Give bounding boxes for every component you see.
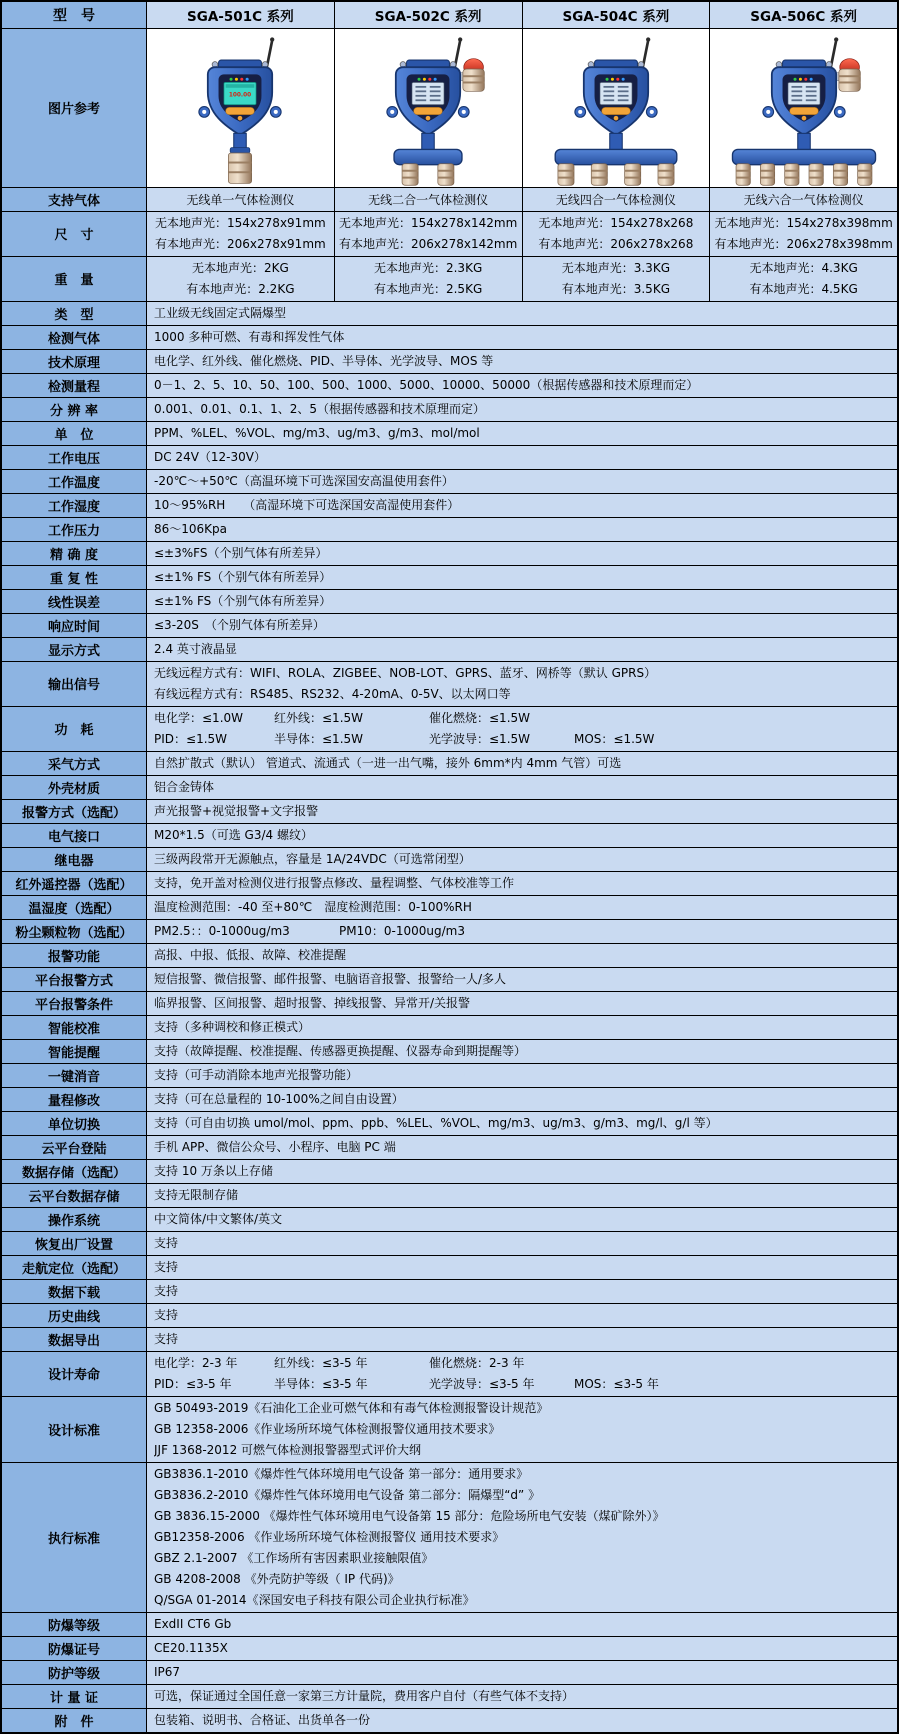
spec-value — [147, 1637, 897, 1660]
image-reference-row — [2, 29, 897, 188]
weight-line: 有本地声光：4.5KG — [749, 281, 858, 296]
spec-value — [147, 1256, 897, 1279]
spec-value — [147, 1064, 897, 1087]
support-cells — [147, 188, 897, 211]
device-image-cells — [147, 29, 897, 187]
spec-row — [2, 1160, 897, 1184]
spec-value — [147, 398, 897, 421]
weight-line: 无本地声光：4.3KG — [749, 260, 858, 275]
spec-row — [2, 326, 897, 350]
size-line: 有本地声光：206x278x398mm — [714, 236, 893, 251]
spec-line: 2.4 英寸液晶显 — [154, 641, 237, 656]
spec-row — [2, 1463, 897, 1613]
row-label: 防护等级 — [2, 1661, 147, 1684]
spec-value — [147, 1280, 897, 1303]
weight-value — [147, 257, 335, 301]
row-label: 红外遥控器（选配） — [2, 872, 147, 895]
spec-value — [147, 1463, 897, 1612]
spec-line: 支持（多种调校和修正模式） — [154, 1019, 311, 1034]
spec-line: GB3836.2-2010《爆炸性气体环境用电气设备 第二部分：隔爆型“d” 》 — [154, 1487, 541, 1502]
size-value — [710, 212, 897, 256]
size-line: 有本地声光：206x278x268 — [538, 236, 694, 251]
spec-row — [2, 374, 897, 398]
spec-segment: 半导体：≤3-5 年 — [274, 1376, 368, 1391]
spec-value — [147, 1016, 897, 1039]
spec-line: 支持 — [154, 1331, 179, 1346]
row-label: 重 复 性 — [2, 566, 147, 589]
spec-row — [2, 1256, 897, 1280]
spec-segment: PID：≤1.5W — [154, 731, 228, 746]
spec-row — [2, 1661, 897, 1685]
spec-value — [147, 1184, 897, 1207]
weight-row — [2, 257, 897, 302]
spec-value — [147, 1304, 897, 1327]
size-line: 有本地声光：206x278x91mm — [155, 236, 326, 251]
spec-value — [147, 944, 897, 967]
spec-row — [2, 1685, 897, 1709]
spec-row — [2, 1040, 897, 1064]
gas-detector-illustration — [149, 35, 331, 187]
row-label: 平台报警方式 — [2, 968, 147, 991]
spec-row — [2, 1136, 897, 1160]
spec-row — [2, 1208, 897, 1232]
spec-row — [2, 1184, 897, 1208]
spec-value — [147, 614, 897, 637]
spec-row — [2, 1304, 897, 1328]
spec-segment: 催化燃烧：≤1.5W — [429, 710, 531, 725]
spec-value — [147, 920, 897, 943]
spec-line: 声光报警+视觉报警+文字报警 — [154, 803, 319, 818]
spec-segment: 红外线：≤1.5W — [274, 710, 364, 725]
spec-line: GBZ 2.1-2007 《工作场所有害因素职业接触限值》 — [154, 1550, 434, 1565]
spec-segment: MOS：≤3-5 年 — [574, 1376, 659, 1391]
spec-value — [147, 566, 897, 589]
spec-value — [147, 707, 897, 751]
spec-value — [147, 824, 897, 847]
spec-line: IP67 — [154, 1664, 181, 1679]
spec-rows-container — [2, 302, 897, 1732]
weight-value — [335, 257, 523, 301]
spec-line: 支持 — [154, 1259, 179, 1274]
row-label: 历史曲线 — [2, 1304, 147, 1327]
spec-row — [2, 896, 897, 920]
row-label: 分 辨 率 — [2, 398, 147, 421]
spec-row — [2, 848, 897, 872]
spec-line: 支持，免开盖对检测仪进行报警点修改、量程调整、气体校准等工作 — [154, 875, 515, 890]
row-label: 计 量 证 — [2, 1685, 147, 1708]
support-value: 无线四合一气体检测仪 — [523, 188, 711, 211]
row-label: 数据下载 — [2, 1280, 147, 1303]
spec-row — [2, 614, 897, 638]
size-line: 无本地声光：154x278x268 — [538, 215, 694, 230]
row-label-weight: 重 量 — [2, 257, 147, 301]
spec-segment: PM10：0-1000ug/m3 — [339, 923, 465, 938]
row-label: 智能校准 — [2, 1016, 147, 1039]
spec-line: 支持（故障提醒、校准提醒、传感器更换提醒、仪器寿命到期提醒等） — [154, 1043, 527, 1058]
spec-value — [147, 326, 897, 349]
spec-value — [147, 776, 897, 799]
spec-segment: 电化学：≤1.0W — [154, 710, 244, 725]
spec-row — [2, 638, 897, 662]
spec-row — [2, 1280, 897, 1304]
spec-line: 10～95%RH （高湿环境下可选深国安高湿使用套件） — [154, 497, 460, 512]
spec-value — [147, 1661, 897, 1684]
spec-segment: 光学波导：≤3-5 年 — [429, 1376, 535, 1391]
row-label: 工作电压 — [2, 446, 147, 469]
size-line: 无本地声光：154x278x91mm — [155, 215, 326, 230]
spec-line: GB 50493-2019《石油化工企业可燃气体和有毒气体检测报警设计规范》 — [154, 1400, 549, 1415]
row-label: 输出信号 — [2, 662, 147, 706]
row-label: 云平台数据存储 — [2, 1184, 147, 1207]
row-label: 技术原理 — [2, 350, 147, 373]
spec-row — [2, 1232, 897, 1256]
spec-value — [147, 1397, 897, 1462]
spec-line: DC 24V（12-30V） — [154, 449, 266, 464]
spec-row — [2, 1637, 897, 1661]
model-header-sga-502c: SGA-502C 系列 — [335, 2, 523, 28]
row-label-model: 型 号 — [2, 2, 147, 28]
row-label: 一键消音 — [2, 1064, 147, 1087]
spec-line — [154, 1353, 890, 1374]
row-label: 数据导出 — [2, 1328, 147, 1351]
spec-segment: 红外线：≤3-5 年 — [274, 1355, 368, 1370]
spec-value — [147, 638, 897, 661]
size-value — [523, 212, 711, 256]
spec-line: ≤±1% FS（个别气体有所差异） — [154, 569, 332, 584]
spec-line: -20℃～+50℃（高温环境下可选深国安高温使用套件） — [154, 473, 454, 488]
spec-value — [147, 1328, 897, 1351]
row-label: 类 型 — [2, 302, 147, 325]
spec-value — [147, 422, 897, 445]
weight-value — [710, 257, 897, 301]
spec-row — [2, 752, 897, 776]
spec-line — [154, 708, 890, 729]
spec-value — [147, 968, 897, 991]
spec-value — [147, 590, 897, 613]
spec-line: 工业级无线固定式隔爆型 — [154, 305, 287, 320]
spec-value — [147, 542, 897, 565]
size-cells — [147, 212, 897, 256]
spec-line: 支持 — [154, 1283, 179, 1298]
spec-value — [147, 1613, 897, 1636]
weight-line: 无本地声光：3.3KG — [561, 260, 670, 275]
row-label: 粉尘颗粒物（选配） — [2, 920, 147, 943]
spec-row — [2, 1613, 897, 1637]
device-image-sga-502c — [335, 29, 523, 187]
row-label: 智能提醒 — [2, 1040, 147, 1063]
weight-line: 有本地声光：2.2KG — [186, 281, 295, 296]
spec-line: 铝合金铸体 — [154, 779, 215, 794]
spec-line: PPM、%LEL、%VOL、mg/m3、ug/m3、g/m3、mol/mol — [154, 425, 480, 440]
row-label: 外壳材质 — [2, 776, 147, 799]
spec-line: 电化学、红外线、催化燃烧、PID、半导体、光学波导、MOS 等 — [154, 353, 494, 368]
row-label: 量程修改 — [2, 1088, 147, 1111]
spec-line: ≤3-20S （个别气体有所差异） — [154, 617, 325, 632]
weight-value — [523, 257, 711, 301]
spec-line: 0.001、0.01、0.1、1、2、5（根据传感器和技术原理而定） — [154, 401, 486, 416]
spec-row — [2, 872, 897, 896]
spec-row — [2, 350, 897, 374]
spec-row — [2, 398, 897, 422]
spec-row — [2, 302, 897, 326]
spec-value — [147, 518, 897, 541]
spec-line: ExdII CT6 Gb — [154, 1616, 232, 1631]
spec-row — [2, 518, 897, 542]
spec-segment: 电化学：2-3 年 — [154, 1355, 238, 1370]
spec-row — [2, 1709, 897, 1732]
spec-segment: MOS：≤1.5W — [574, 731, 655, 746]
spec-line: 支持（可自由切换 umol/mol、ppm、ppb、%LEL、%VOL、mg/m3、ug/m3、g/m3、mg/l、g/l 等） — [154, 1115, 718, 1130]
spec-line: ≤±3%FS（个别气体有所差异） — [154, 545, 328, 560]
weight-line: 无本地声光：2.3KG — [373, 260, 483, 275]
spec-row — [2, 1352, 897, 1397]
support-value: 无线二合一气体检测仪 — [335, 188, 523, 211]
row-label: 精 确 度 — [2, 542, 147, 565]
spec-line: 支持 — [154, 1235, 179, 1250]
device-image-sga-501c — [147, 29, 335, 187]
spec-line: 自然扩散式（默认） 管道式、流通式（一进一出气嘴，接外 6mm*内 4mm 气管）可选 — [154, 755, 622, 770]
weight-cells — [147, 257, 897, 301]
row-label: 附 件 — [2, 1709, 147, 1732]
row-label: 数据存储（选配） — [2, 1160, 147, 1183]
row-label: 平台报警条件 — [2, 992, 147, 1015]
spec-value — [147, 446, 897, 469]
row-label: 走航定位（选配） — [2, 1256, 147, 1279]
spec-value — [147, 1352, 897, 1396]
spec-row — [2, 1016, 897, 1040]
spec-line: 包装箱、说明书、合格证、出货单各一份 — [154, 1712, 371, 1727]
spec-value — [147, 1160, 897, 1183]
spec-segment: PM2.5：：0-1000ug/m3 — [154, 923, 290, 938]
spec-row — [2, 1328, 897, 1352]
spec-line: M20*1.5（可选 G3/4 螺纹） — [154, 827, 313, 842]
device-image-sga-504c — [523, 29, 711, 187]
row-label: 执行标准 — [2, 1463, 147, 1612]
row-label: 检测量程 — [2, 374, 147, 397]
row-label-size: 尺 寸 — [2, 212, 147, 256]
row-label: 恢复出厂设置 — [2, 1232, 147, 1255]
spec-value — [147, 350, 897, 373]
spec-line: 86～106Kpa — [154, 521, 228, 536]
row-label: 显示方式 — [2, 638, 147, 661]
spec-line: GB 3836.15-2000 《爆炸性气体环境用电气设备第 15 部分：危险场所电气安装（煤矿除外）》 — [154, 1508, 665, 1523]
weight-line: 无本地声光：2KG — [191, 260, 289, 275]
spec-line: CE20.1135X — [154, 1640, 228, 1655]
row-label: 功 耗 — [2, 707, 147, 751]
spec-row — [2, 707, 897, 752]
spec-value — [147, 872, 897, 895]
row-label: 电气接口 — [2, 824, 147, 847]
spec-segment: PID：≤3-5 年 — [154, 1376, 232, 1391]
weight-line: 有本地声光：2.5KG — [373, 281, 483, 296]
size-line: 有本地声光：206x278x142mm — [338, 236, 518, 251]
row-label: 报警功能 — [2, 944, 147, 967]
spec-value — [147, 1136, 897, 1159]
spec-value — [147, 896, 897, 919]
spec-value — [147, 1709, 897, 1732]
size-value — [147, 212, 335, 256]
spec-value — [147, 800, 897, 823]
supported-gas-row — [2, 188, 897, 212]
row-label: 操作系统 — [2, 1208, 147, 1231]
svg-text:100.00: 100.00 — [229, 92, 252, 99]
spec-value — [147, 1208, 897, 1231]
gas-detector-illustration — [337, 35, 519, 187]
spec-value — [147, 374, 897, 397]
spec-line: 支持 — [154, 1307, 179, 1322]
spec-row — [2, 992, 897, 1016]
spec-line: GB3836.1-2010《爆炸性气体环境用电气设备 第一部分：通用要求》 — [154, 1466, 529, 1481]
spec-line: ≤±1% FS（个别气体有所差异） — [154, 593, 332, 608]
spec-row — [2, 824, 897, 848]
dimensions-row — [2, 212, 897, 257]
spec-row — [2, 1397, 897, 1463]
spec-segment: 半导体：≤1.5W — [274, 731, 364, 746]
spec-row — [2, 446, 897, 470]
spec-value — [147, 302, 897, 325]
gas-detector-illustration — [525, 35, 707, 187]
spec-row — [2, 920, 897, 944]
spec-row — [2, 776, 897, 800]
row-label: 继电器 — [2, 848, 147, 871]
row-label: 设计标准 — [2, 1397, 147, 1462]
spec-row — [2, 1112, 897, 1136]
row-label: 云平台登陆 — [2, 1136, 147, 1159]
model-header-sga-501c: SGA-501C 系列 — [147, 2, 335, 28]
spec-row — [2, 470, 897, 494]
row-label: 单位切换 — [2, 1112, 147, 1135]
spec-line — [154, 1374, 890, 1395]
spec-row — [2, 800, 897, 824]
spec-value — [147, 470, 897, 493]
spec-line: 手机 APP、微信公众号、小程序、电脑 PC 端 — [154, 1139, 396, 1154]
spec-line: 临界报警、区间报警、超时报警、掉线报警、异常开/关报警 — [154, 995, 471, 1010]
size-line: 无本地声光：154x278x142mm — [338, 215, 518, 230]
device-image-sga-506c — [710, 29, 897, 187]
spec-row — [2, 944, 897, 968]
spec-line — [154, 921, 890, 942]
spec-line: Q/SGA 01-2014《深国安电子科技有限公司企业执行标准》 — [154, 1592, 475, 1607]
row-label: 工作湿度 — [2, 494, 147, 517]
spec-value — [147, 662, 897, 706]
spec-line: 中文简体/中文繁体/英文 — [154, 1211, 283, 1226]
size-value — [335, 212, 523, 256]
spec-row — [2, 662, 897, 707]
spec-line: GB12358-2006 《作业场所环境气体检测报警仪 通用技术要求》 — [154, 1529, 505, 1544]
spec-line: 高报、中报、低报、故障、校准提醒 — [154, 947, 347, 962]
row-label: 防爆等级 — [2, 1613, 147, 1636]
weight-line: 有本地声光：3.5KG — [561, 281, 670, 296]
spec-value — [147, 494, 897, 517]
spec-value — [147, 752, 897, 775]
spec-value — [147, 1040, 897, 1063]
spec-line: 1000 多种可燃、有毒和挥发性气体 — [154, 329, 345, 344]
spec-line: 0－1、2、5、10、50、100、500、1000、5000、10000、50000（根据传感器和技术原理而定） — [154, 377, 699, 392]
spec-line — [154, 729, 890, 750]
size-line: 无本地声光：154x278x398mm — [714, 215, 893, 230]
row-label: 单 位 — [2, 422, 147, 445]
spec-line: GB 4208-2008 《外壳防护等级（ IP 代码)》 — [154, 1571, 400, 1586]
gas-detector-illustration — [713, 35, 895, 187]
spec-line: 短信报警、微信报警、邮件报警、电脑语音报警、报警给一人/多人 — [154, 971, 507, 986]
spec-row — [2, 542, 897, 566]
spec-line: 三级两段常开无源触点，容量是 1A/24VDC（可选常闭型） — [154, 851, 471, 866]
row-label-images: 图片参考 — [2, 29, 147, 187]
spec-line: 有线远程方式有：RS485、RS232、4-20mA、0-5V、以太网口等 — [154, 686, 511, 701]
row-label: 设计寿命 — [2, 1352, 147, 1396]
spec-value — [147, 848, 897, 871]
spec-value — [147, 1088, 897, 1111]
spec-line: 支持（可手动消除本地声光报警功能） — [154, 1067, 359, 1082]
spec-line: JJF 1368-2012 可燃气体检测报警器型式评价大纲 — [154, 1442, 422, 1457]
row-label: 线性误差 — [2, 590, 147, 613]
support-value: 无线单一气体检测仪 — [147, 188, 335, 211]
spec-row — [2, 494, 897, 518]
model-header-sga-506c: SGA-506C 系列 — [710, 2, 897, 28]
spec-line: 支持 10 万条以上存储 — [154, 1163, 273, 1178]
row-label: 报警方式（选配） — [2, 800, 147, 823]
row-label: 工作压力 — [2, 518, 147, 541]
row-label: 防爆证号 — [2, 1637, 147, 1660]
spec-line: 无线远程方式有：WIFI、ROLA、ZIGBEE、NOB-LOT、GPRS、蓝牙、网桥等（默认 GPRS） — [154, 665, 657, 680]
model-header-sga-504c: SGA-504C 系列 — [523, 2, 711, 28]
row-label: 响应时间 — [2, 614, 147, 637]
spec-segment: 光学波导：≤1.5W — [429, 731, 531, 746]
spec-line: GB 12358-2006《作业场所环境气体检测报警仪通用技术要求》 — [154, 1421, 501, 1436]
row-label: 采气方式 — [2, 752, 147, 775]
row-label: 检测气体 — [2, 326, 147, 349]
spec-row — [2, 1064, 897, 1088]
spec-line: 支持无限制存储 — [154, 1187, 239, 1202]
table-header-row — [2, 2, 897, 29]
row-label-support: 支持气体 — [2, 188, 147, 211]
spec-value — [147, 992, 897, 1015]
spec-row — [2, 590, 897, 614]
spec-value — [147, 1232, 897, 1255]
support-value: 无线六合一气体检测仪 — [710, 188, 897, 211]
spec-value — [147, 1685, 897, 1708]
header-cells — [147, 2, 897, 28]
spec-value — [147, 1112, 897, 1135]
spec-line: 温度检测范围：-40 至+80℃ 湿度检测范围：0-100%RH — [154, 899, 472, 914]
row-label: 工作温度 — [2, 470, 147, 493]
spec-row — [2, 1088, 897, 1112]
spec-row — [2, 422, 897, 446]
row-label: 温湿度（选配） — [2, 896, 147, 919]
spec-row — [2, 968, 897, 992]
spec-line: 可选，保证通过全国任意一家第三方计量院，费用客户自付（有些气体不支持） — [154, 1688, 575, 1703]
spec-line: 支持（可在总量程的 10-100%之间自由设置） — [154, 1091, 404, 1106]
spec-segment: 催化燃烧：2-3 年 — [429, 1355, 525, 1370]
spec-row — [2, 566, 897, 590]
